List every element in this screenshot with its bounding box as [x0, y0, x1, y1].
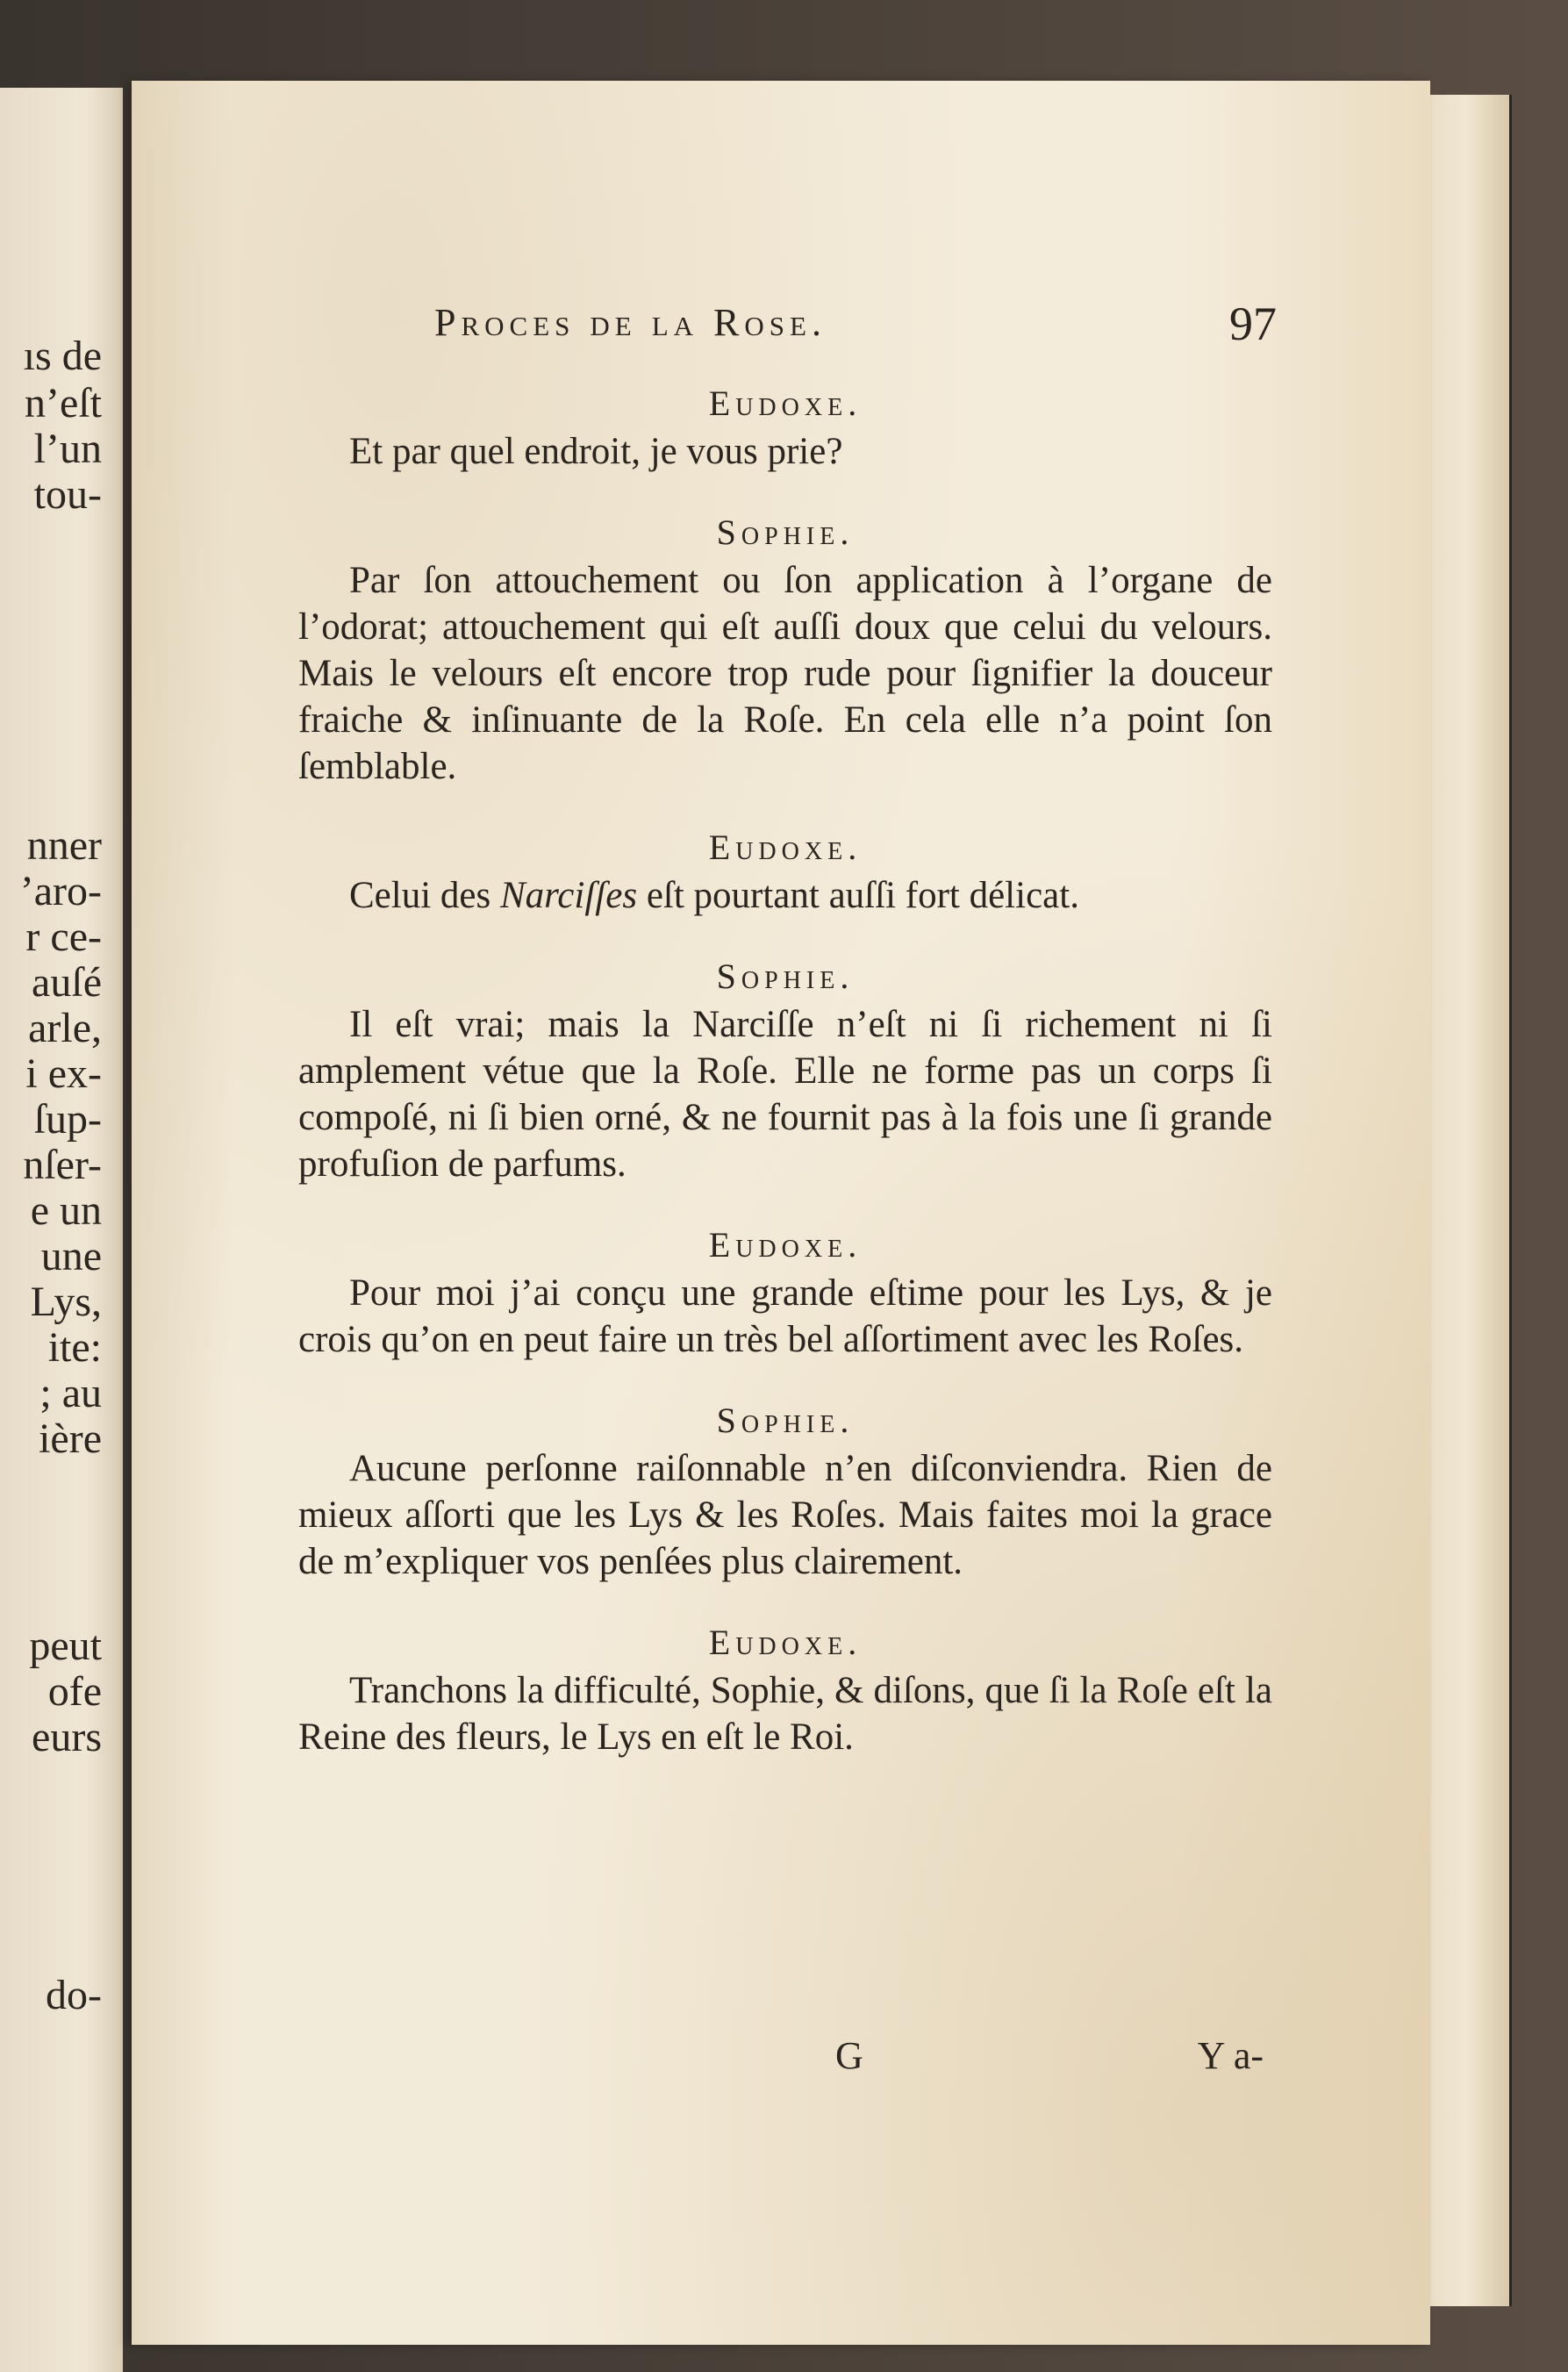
speaker-name: Eudoxe. [708, 828, 863, 867]
speech-paragraph: Il eſt vrai; mais la Narciſſe n’eſt ni ſi richement ni ſi amplement vétue que la Roſe. Elle ne forme pas un corps ſi compoſé, ni ſi bien orné, & ne fournit pas à la fois une ſi grande profuſion de parfums. [298, 1004, 1272, 1185]
speaker-name: Eudoxe. [708, 1623, 863, 1662]
speaker-name: Sophie. [716, 1401, 855, 1440]
speech-text: Celui des [349, 875, 500, 916]
facing-line: peut [29, 1623, 102, 1669]
facing-line: ſup- [33, 1096, 102, 1143]
facing-line: i ex- [25, 1050, 102, 1097]
facing-line: nſer- [23, 1142, 102, 1188]
speaker-name: Sophie. [716, 957, 855, 996]
speech-paragraph: Pour moi j’ai conçu une grande eſtime pour les Lys, & je crois qu’on en peut faire un très bel aſſortiment avec les Roſes. [298, 1272, 1272, 1360]
speech-text: eſt pourtant auſſi fort délicat. [637, 875, 1079, 916]
facing-line: eurs [32, 1714, 102, 1760]
speech-paragraph [298, 872, 1272, 919]
speech-paragraph: Par ſon attouchement ou ſon application à l’organe de l’odorat; attouchement qui eſt auſſi doux que celui du velours. Mais le velours eſt encore trop rude pour ſignifier la douceur fraiche & inſinuante de la Roſe. En cela elle n’a point ſon ſemblable. [298, 560, 1272, 787]
facing-line: ite: [47, 1324, 102, 1371]
facing-line: n’eſt [25, 380, 102, 426]
facing-line: r ce- [25, 914, 102, 960]
facing-line: ière [39, 1415, 102, 1462]
signature-mark: G [835, 2034, 863, 2077]
facing-line: ıs de [23, 333, 102, 379]
facing-line: arle, [28, 1005, 102, 1051]
page-footer [298, 2033, 1272, 2086]
speech-paragraph: Et par quel endroit, je vous prie? [349, 431, 843, 472]
running-head: Proces de la Rose. [434, 301, 827, 344]
facing-line: une [40, 1233, 102, 1279]
facing-page-fragment [0, 88, 123, 2372]
facing-line: do- [46, 1972, 102, 2018]
italic-term: Narciſſes [499, 875, 638, 916]
facing-line: l’un [33, 426, 102, 472]
facing-line: e un [30, 1187, 102, 1234]
facing-line: ; au [39, 1370, 102, 1416]
facing-line: auſé [32, 959, 102, 1006]
facing-line: ’aro- [19, 868, 102, 914]
speaker-name: Eudoxe. [708, 383, 863, 423]
page-block-edge [1421, 95, 1512, 2306]
speaker-name: Eudoxe. [708, 1225, 863, 1265]
dialogue-text [298, 379, 1272, 1760]
facing-line: ofe [47, 1668, 102, 1715]
catchword: Y a- [1197, 2034, 1264, 2077]
facing-line: Lys, [30, 1279, 102, 1325]
speech-paragraph: Aucune perſonne raiſonnable n’en diſconviendra. Rien de mieux aſſorti que les Lys & les Roſes. Mais faites moi la grace de m’expliquer vos penſées plus clairement. [298, 1448, 1272, 1582]
facing-line: tou- [33, 471, 102, 518]
page-header [434, 297, 1277, 362]
facing-line: nner [26, 822, 102, 869]
page-number: 97 [1229, 297, 1277, 350]
speech-paragraph: Tranchons la difficulté, Sophie, & diſons, que ſi la Roſe eſt la Reine des fleurs, le Lys en eſt le Roi. [298, 1670, 1272, 1758]
book-page [132, 81, 1430, 2345]
speaker-name: Sophie. [716, 512, 855, 552]
